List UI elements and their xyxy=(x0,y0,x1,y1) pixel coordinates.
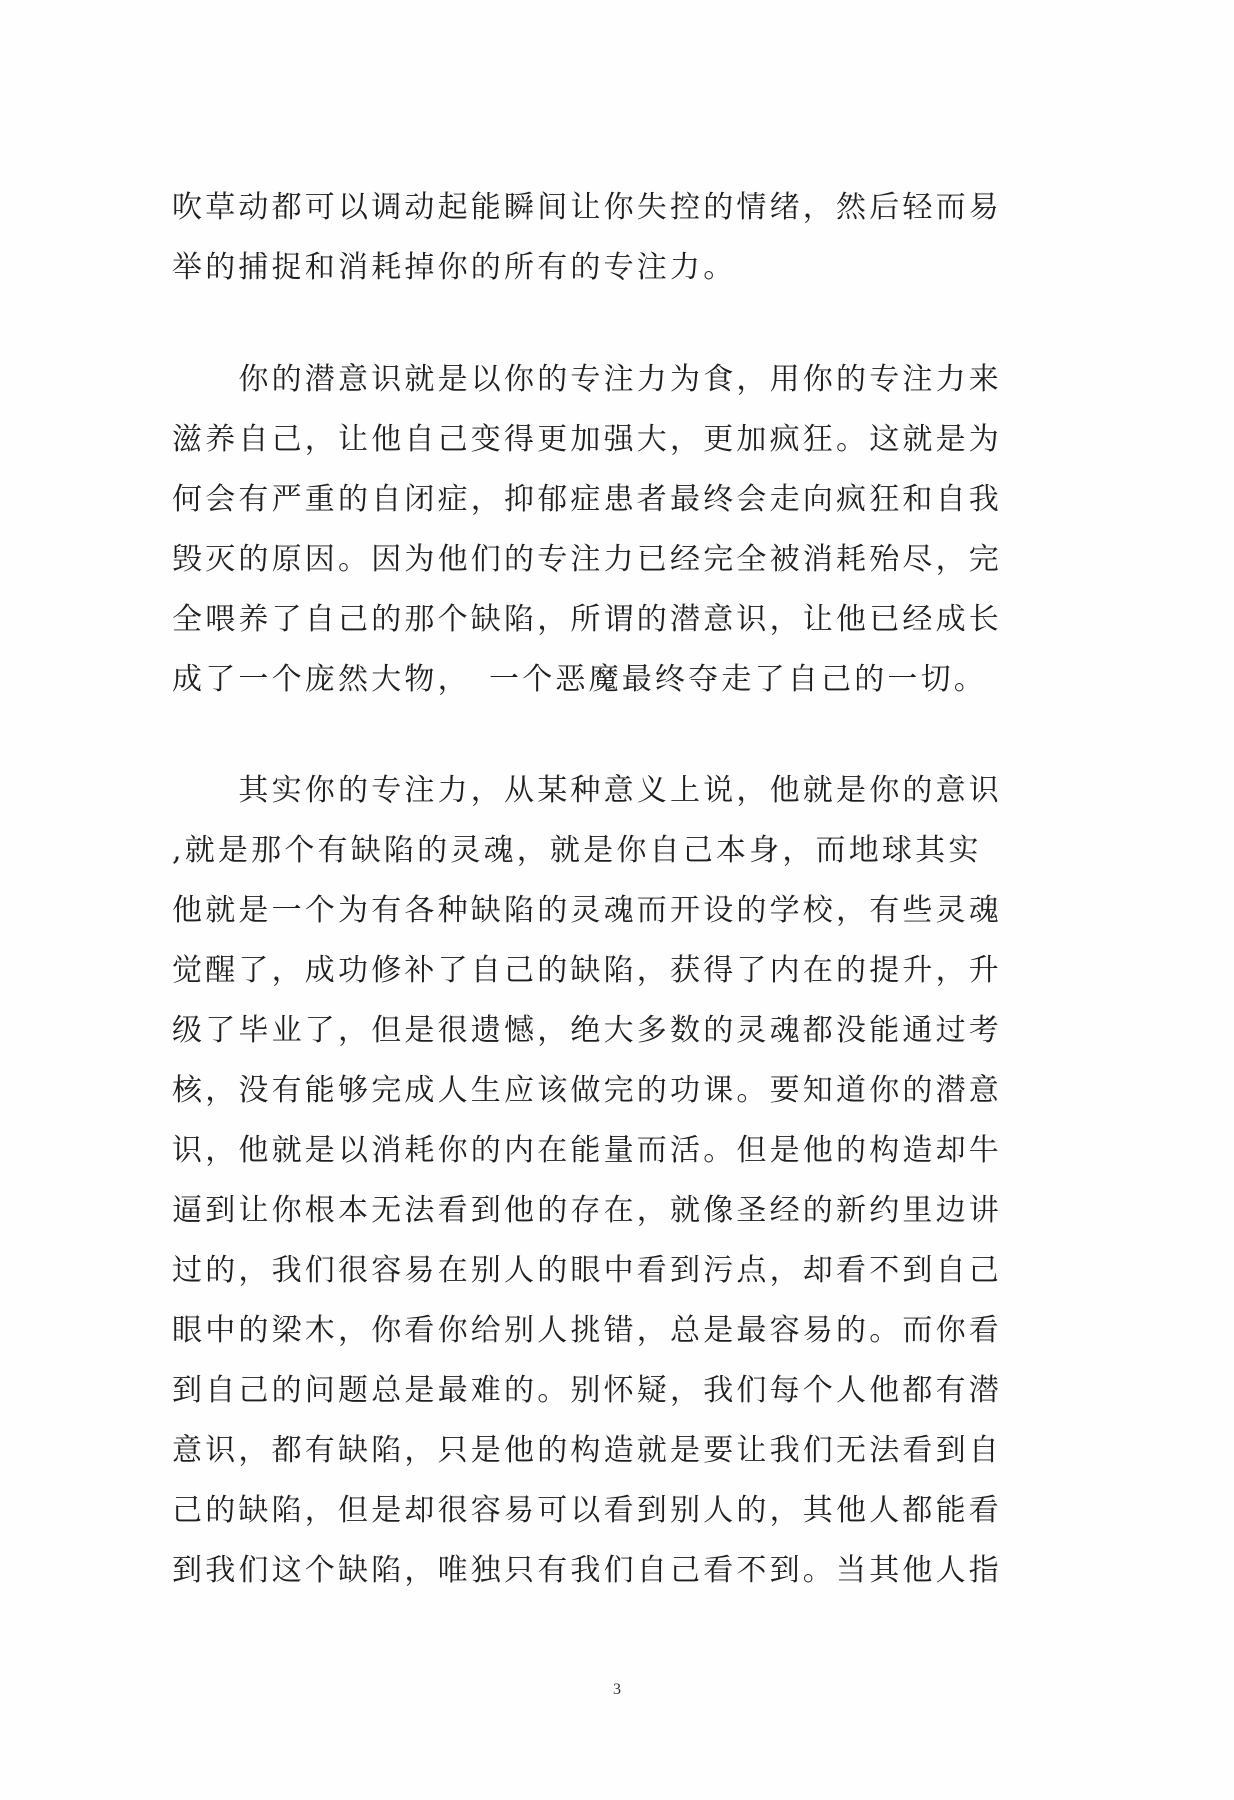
text-line: 何会有严重的自闭症，抑郁症患者最终会走向疯狂和自我 xyxy=(172,482,1002,517)
text-line: 眼中的梁木，你看你给别人挑错，总是最容易的。而你看 xyxy=(172,1313,1002,1348)
text-line: 级了毕业了，但是很遗憾，绝大多数的灵魂都没能通过考 xyxy=(172,1013,1002,1048)
paragraph-3 xyxy=(172,761,1002,1601)
text-line: 到我们这个缺陷，唯独只有我们自己看不到。当其他人指 xyxy=(172,1553,1002,1588)
text-line: 滋养自己，让他自己变得更加强大，更加疯狂。这就是为 xyxy=(172,422,1002,457)
paragraph-2 xyxy=(172,350,1002,710)
text-line: 己的缺陷，但是却很容易可以看到别人的，其他人都能看 xyxy=(172,1493,1002,1528)
text-line: 过的，我们很容易在别人的眼中看到污点，却看不到自己 xyxy=(172,1253,1002,1288)
text-line: 全喂养了自己的那个缺陷，所谓的潜意识，让他已经成长 xyxy=(172,602,1002,637)
text-line: 举的捕捉和消耗掉你的所有的专注力。 xyxy=(172,250,737,285)
text-line: 毁灭的原因。因为他们的专注力已经完全被消耗殆尽，完 xyxy=(172,542,1002,577)
text-line: 你的潜意识就是以你的专注力为食，用你的专注力来 xyxy=(172,362,1002,397)
text-line: ,就是那个有缺陷的灵魂，就是你自己本身，而地球其实 xyxy=(172,833,982,868)
text-line: 识，他就是以消耗你的内在能量而活。但是他的构造却牛 xyxy=(172,1133,1002,1168)
text-line: 其实你的专注力，从某种意义上说，他就是你的意识 xyxy=(172,773,1002,808)
text-line: 意识，都有缺陷，只是他的构造就是要让我们无法看到自 xyxy=(172,1433,1002,1468)
text-line: 成了一个庞然大物， 一个恶魔最终夺走了自己的一切。 xyxy=(172,662,987,697)
text-line: 吹草动都可以调动起能瞬间让你失控的情绪，然后轻而易 xyxy=(172,190,1002,225)
body-text xyxy=(172,178,1002,1601)
text-line: 到自己的问题总是最难的。别怀疑，我们每个人他都有潜 xyxy=(172,1373,1002,1408)
page-number: 3 xyxy=(613,1681,621,1698)
text-line: 觉醒了，成功修补了自己的缺陷，获得了内在的提升，升 xyxy=(172,953,1002,988)
paragraph-1 xyxy=(172,178,1002,298)
text-line: 逼到让你根本无法看到他的存在，就像圣经的新约里边讲 xyxy=(172,1193,1002,1228)
text-line: 核，没有能够完成人生应该做完的功课。要知道你的潜意 xyxy=(172,1073,1002,1108)
text-line: 他就是一个为有各种缺陷的灵魂而开设的学校，有些灵魂 xyxy=(172,893,1002,928)
